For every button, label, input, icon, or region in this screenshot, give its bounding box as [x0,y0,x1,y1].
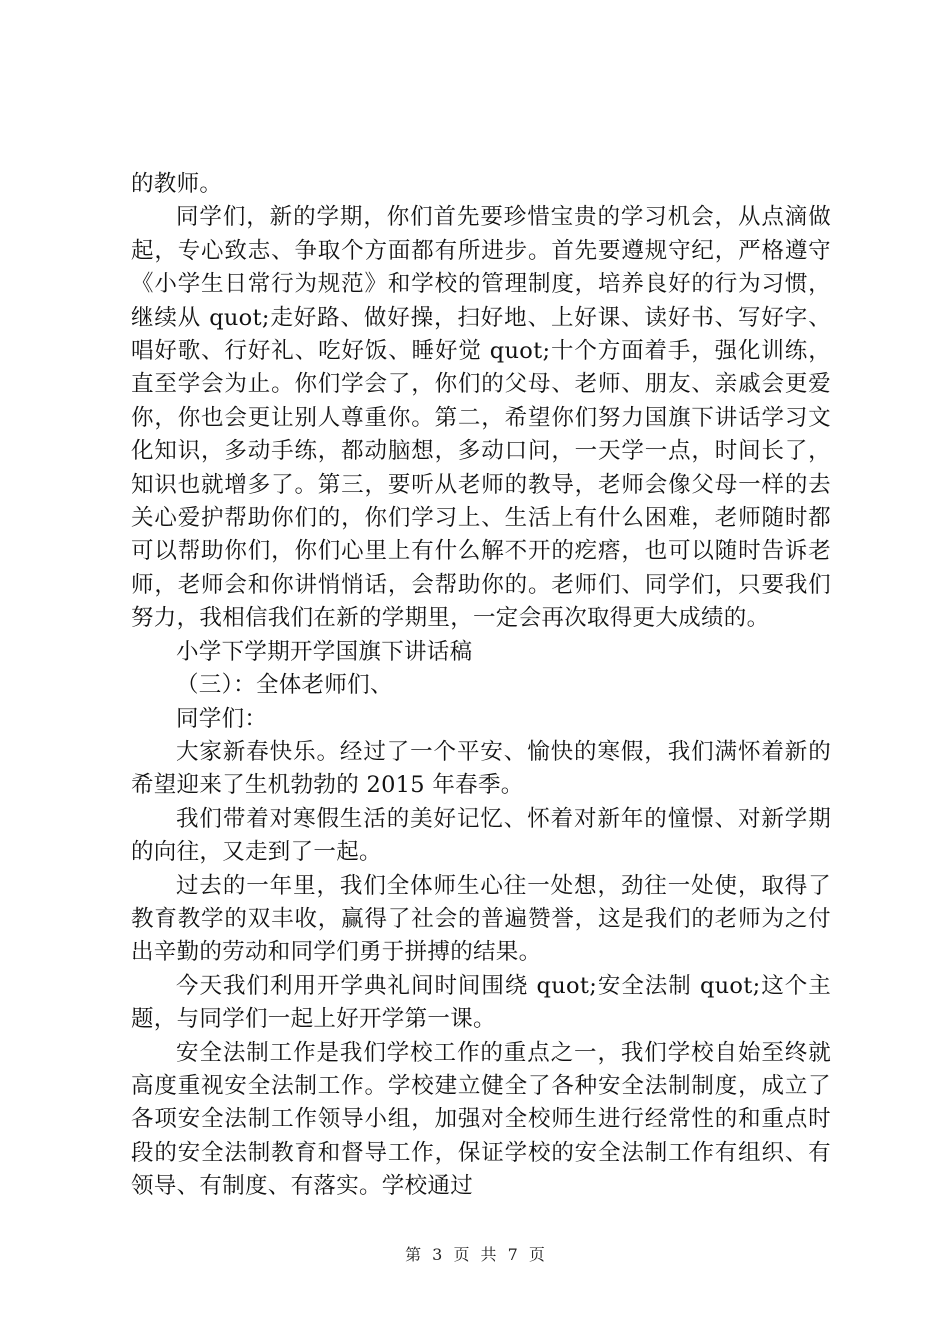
page-number-footer: 第 3 页 共 7 页 [405,1245,545,1264]
body-text [131,168,831,1204]
paragraph: 大家新春快乐。经过了一个平安、愉快的寒假，我们满怀着新的希望迎来了生机勃勃的 2015 年春季。 [131,738,831,799]
paragraph: 今天我们利用开学典礼间时间围绕 quot;安全法制 quot;这个主题，与同学们一起上好开学第一课。 [131,972,831,1033]
paragraph: 过去的一年里，我们全体师生心往一处想，劲往一处使，取得了教育教学的双丰收，赢得了社会的普遍赞誉，这是我们的老师为之付出辛勤的劳动和同学们勇于拼搏的结果。 [131,872,831,966]
paragraph: 同学们，新的学期，你们首先要珍惜宝贵的学习机会，从点滴做起，专心致志、争取个方面都有所进步。首先要遵规守纪，严格遵守《小学生日常行为规范》和学校的管理制度，培养良好的行为习惯，继续从 quot;走好路、做好操，扫好地、上好课、读好书、写好字、唱好歌、行好礼、吃好饭、睡好觉 quot;十个方面着手，强化训练，直至学会为止。你们学会了，你们的父母、老师、朋友、亲戚会更爱你，你也会更让别人尊重你。第二，希望你们努力国旗下讲话学习文化知识，多动手练，都动脑想，多动口问，一天学一点，时间长了，知识也就增多了。第三，要听从老师的教导，老师会像父母一样的去关心爱护帮助你们的，你们学习上、生活上有什么困难，老师随时都可以帮助你们，你们心里上有什么解不开的疙瘩，也可以随时告诉老师，老师会和你讲悄悄话，会帮助你的。老师们、同学们，只要我们努力，我相信我们在新的学期里，一定会再次取得更大成绩的。 [131,204,831,632]
paragraph: （三）：全体老师们、 [176,672,393,699]
paragraph: 安全法制工作是我们学校工作的重点之一，我们学校自始至终就高度重视安全法制工作。学校建立健全了各种安全法制制度，成立了各项安全法制工作领导小组，加强对全校师生进行经常性的和重点时段的安全法制教育和督导工作，保证学校的安全法制工作有组织、有领导、有制度、有落实。学校通过 [131,1039,831,1200]
salutation: 同学们： [176,705,268,732]
paragraph: 的教师。 [131,171,223,197]
paragraph: 我们带着对寒假生活的美好记忆、怀着对新年的憧憬、对新学期的向往，又走到了一起。 [131,805,831,866]
speech-title: 小学下学期开学国旗下讲话稿 [176,638,473,665]
